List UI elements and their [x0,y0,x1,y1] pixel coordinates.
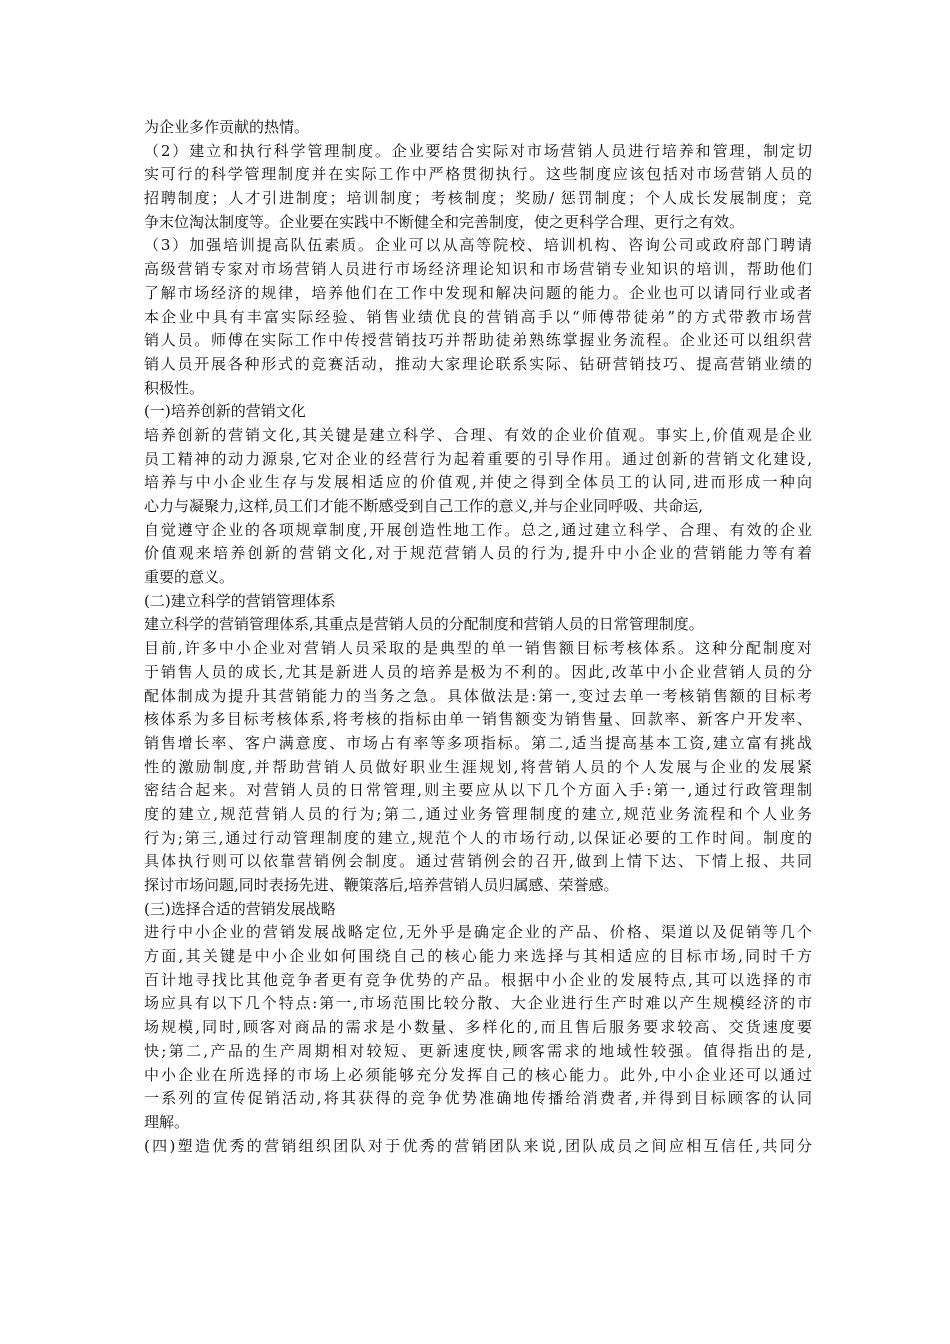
text-line: 配体制成为提升其营销能力的当务之急。具体做法是:第一,变过去单一考核销售额的目标考 [144,686,812,705]
text-line: 目前,许多中小企业对营销人员采取的是典型的单一销售额目标考核体系。这种分配制度对 [144,639,812,658]
section-heading: (四)塑造优秀的营销组织团队对于优秀的营销团队来说,团队成员之间应相互信任,共同分 [144,1136,812,1155]
text-line: 核体系为多目标考核体系,将考核的指标由单一销售额变为销售量、回款率、新客户开发率、 [144,710,812,729]
text-line: 度的建立,规范营销人员的行为;第二,通过业务管理制度的建立,规范业务流程和个人业务 [144,804,812,823]
text-line: 心力与凝聚力,这样,员工们才能不断感受到自己工作的意义,并与企业同呼吸、共命运, [144,497,704,515]
text-line: 培养创新的营销文化,其关键是建立科学、合理、有效的企业价值观。事实上,价值观是企业 [144,425,812,444]
section-heading: (二)建立科学的营销管理体系 [144,591,336,610]
text-line: 销售增长率、客户满意度、市场占有率等多项指标。第二,适当提高基本工资,建立富有挑战 [144,733,812,752]
text-line: 进行中小企业的营销发展战略定位,无外乎是确定企业的产品、价格、渠道以及促销等几个 [144,923,812,942]
text-line: 百计地寻找比其他竞争者更有竞争优势的产品。根据中小企业的发展特点,其可以选择的市 [144,970,812,989]
text-line: 价值观来培养创新的营销文化,对于规范营销人员的行为,提升中小企业的营销能力等有着 [144,544,812,563]
text-line: 场应具有以下几个特点:第一,市场范围比较分散、大企业进行生产时难以产生规模经济的市 [144,994,812,1013]
text-line: 培养与中小企业生存与发展相适应的价值观,并使之得到全体员工的认同,进而形成一种向 [144,473,812,492]
text-line: 建立科学的营销管理体系,其重点是营销人员的分配制度和营销人员的日常管理制度。 [144,615,704,634]
text-line: 理解。 [144,1112,190,1131]
section-heading: (三)选择合适的营销发展战略 [144,899,336,918]
text-line: 具体执行则可以依靠营销例会制度。通过营销例会的召开,做到上情下达、下情上报、共同 [144,852,812,871]
text-line: 方面,其关键是中小企业如何围绕自己的核心能力来选择与其相适应的目标市场,同时千方 [144,947,812,966]
text-line: 销人员开展各种形式的竞赛活动，推动大家理论联系实际、钻研营销技巧、提高营销业绩的 [144,354,812,373]
text-line: 高级营销专家对市场营销人员进行市场经济理论知识和市场营销专业知识的培训，帮助他们 [144,260,812,279]
text-line: （3）加强培训提高队伍素质。企业可以从高等院校、培训机构、咨询公司或政府部门聘请 [144,236,812,255]
text-line: 实可行的科学管理制度并在实际工作中严格贯彻执行。这些制度应该包括对市场营销人员的 [144,165,812,184]
text-line: 积极性。 [144,378,205,397]
text-line: 重要的意义。 [144,568,235,587]
document-body [144,116,812,1158]
text-line: 为企业多作贡献的热情。 [144,118,310,136]
text-line: （2）建立和执行科学管理制度。企业要结合实际对市场营销人员进行培养和管理，制定切 [144,141,812,160]
text-line: 争末位淘汰制度等。企业要在实践中不断健全和完善制度，使之更科学合理、更行之有效。 [144,212,745,231]
text-line: 员工精神的动力源泉,它对企业的经营行为起着重要的引导作用。通过创新的营销文化建设, [144,449,812,468]
text-line: 性的激励制度,并帮助营销人员做好职业生涯规划,将营销人员的个人发展与企业的发展紧 [144,757,812,776]
text-line: 中小企业在所选择的市场上必须能够充分发挥自己的核心能力。此外,中小企业还可以通过 [144,1065,812,1084]
text-line: 密结合起来。对营销人员的日常管理,则主要应从以下几个方面入手:第一,通过行政管理制 [144,781,812,800]
text-line: 一系列的宣传促销活动,将其获得的竞争优势准确地传播给消费者,并得到目标顾客的认同 [144,1089,812,1108]
section-heading: (一)培养创新的营销文化 [144,402,306,421]
text-line: 了解市场经济的规律，培养他们在工作中发现和解决问题的能力。企业也可以请同行业或者 [144,283,812,302]
text-line: 快;第二,产品的生产周期相对较短、更新速度快,顾客需求的地域性较强。值得指出的是, [144,1041,812,1060]
text-line: 本企业中具有丰富实际经验、销售业绩优良的营销高手以“师傅带徒弟”的方式带教市场营 [144,307,812,326]
text-line: 招聘制度；人才引进制度；培训制度；考核制度；奖励/ 惩罚制度；个人成长发展制度；竞 [144,189,812,208]
text-line: 销人员。师傅在实际工作中传授营销技巧并帮助徒弟熟练掌握业务流程。企业还可以组织营 [144,331,812,350]
text-line: 场规模,同时,顾客对商品的需求是小数量、多样化的,而且售后服务要求较高、交货速度要 [144,1018,812,1037]
text-line: 行为;第三,通过行动管理制度的建立,规范个人的市场行动,以保证必要的工作时间。制度的 [144,828,812,847]
text-line: 探讨市场问题,同时表扬先进、鞭策落后,培养营销人员归属感、荣誉感。 [144,876,619,894]
text-line: 自觉遵守企业的各项规章制度,开展创造性地工作。总之,通过建立科学、合理、有效的企业 [144,520,812,539]
text-line: 于销售人员的成长,尤其是新进人员的培养是极为不利的。因此,改革中小企业营销人员的分 [144,662,812,681]
